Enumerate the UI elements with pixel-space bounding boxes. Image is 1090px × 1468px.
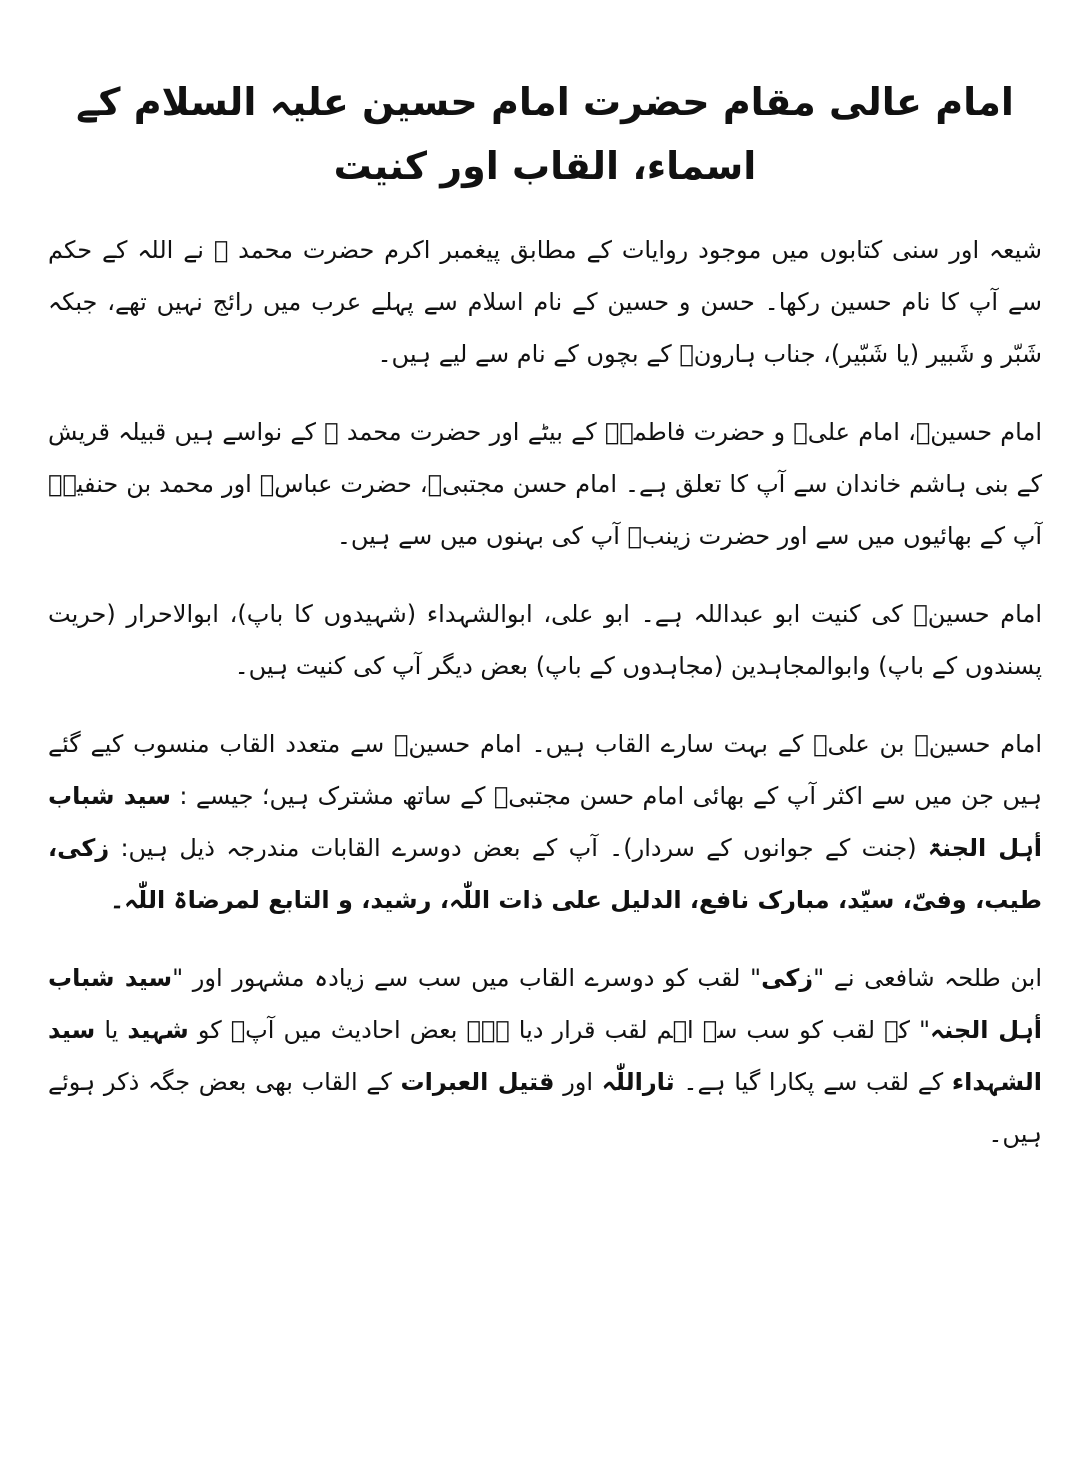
page-title: امام عالی مقام حضرت امام حسین علیہ السلام کے اسماء، القاب اور کنیت (76, 80, 1014, 188)
bold-title: سید الشہداء (48, 1016, 1042, 1096)
bold-title: ثاراللّٰہ (601, 1068, 675, 1096)
text-segment: امام حسینؑ بن علیؑ کے بہت سارے القاب ہیں۔ امام حسینؑ سے متعدد القاب منسوب کیے گئے ہیں جن میں سے اکثر آپ کے بھائی امام حسن مجتبیؑ کے ساتھ مشترک ہیں؛ جیسے : (48, 730, 1043, 810)
text-segment: اور (554, 1068, 602, 1096)
bold-title: زکی (761, 964, 814, 992)
document-page (48, 70, 1042, 1186)
bold-title: شہید (127, 1016, 189, 1044)
text-segment: " لقب کو دوسرے القاب میں سب سے زیادہ مشہور اور " (172, 964, 762, 992)
paragraph-kunya: امام حسینؑ کی کنیت ابو عبداللہ ہے۔ ابو علی، ابوالشہداء (شہیدوں کا باپ)، ابوالاحرار (حریت پسندوں کے باپ) وابوالمجاہدین (مجاہدوں کے باپ) بعض دیگر آپ کی کنیت ہیں۔ (48, 600, 1042, 680)
text-segment: کے لقب سے پکارا گیا ہے۔ (674, 1068, 952, 1096)
text-segment: " کے لقب کو سب سے اہم لقب قرار دیا ہے۔ بعض احادیث میں آپؑ کو (188, 1016, 931, 1044)
text-segment: ابن طلحہ شافعی نے " (813, 964, 1042, 992)
paragraph-titles (48, 718, 1042, 926)
paragraph-name-origin: شیعہ اور سنی کتابوں میں موجود روایات کے مطابق پیغمبر اکرم حضرت محمد ﷺ نے اللہ کے حکم سے آپ کا نام حسین رکھا۔ حسن و حسین کے نام اسلام سے پہلے عرب میں رائج نہیں تھے، جبکہ شَبّر و شَبیر (یا شَبّیر)، جناب ہارونؑ کے بچوں کے نام سے لیے ہیں۔ (48, 236, 1042, 368)
text-segment: (جنت کے جوانوں کے سردار)۔ آپ کے بعض دوسرے القابات مندرجہ ذیل ہیں: (109, 834, 928, 862)
bold-title: سید شباب أہل الجنۃ (48, 782, 1043, 862)
bold-title-list: زکی، طیب، وفیّ، سیّد، مبارک نافع، الدلیل علی ذات اللّٰہ، رشید، و التابع لمرضاۃ اللّٰہ۔ (48, 834, 1042, 914)
bold-title: قتیل العبرات (400, 1068, 555, 1096)
text-segment: کے القاب بھی بعض جگہ ذکر ہوئے ہیں۔ (48, 1068, 1042, 1148)
text-segment: یا (95, 1016, 128, 1044)
paragraph-famous-titles (48, 952, 1042, 1160)
bold-title: سید شباب أہل الجنہ (48, 964, 1043, 1044)
paragraph-family: امام حسینؑ، امام علیؑ و حضرت فاطمہؑ کے بیٹے اور حضرت محمد ﷺ کے نواسے ہیں قبیلہ قریش کے بنی ہاشم خاندان سے آپ کا تعلق ہے۔ امام حسن مجتبیؑ، حضرت عباسؑ اور محمد بن حنفیہؑ آپ کے بھائیوں میں سے اور حضرت زینبؑ آپ کی بہنوں میں سے ہیں۔ (48, 418, 1042, 550)
